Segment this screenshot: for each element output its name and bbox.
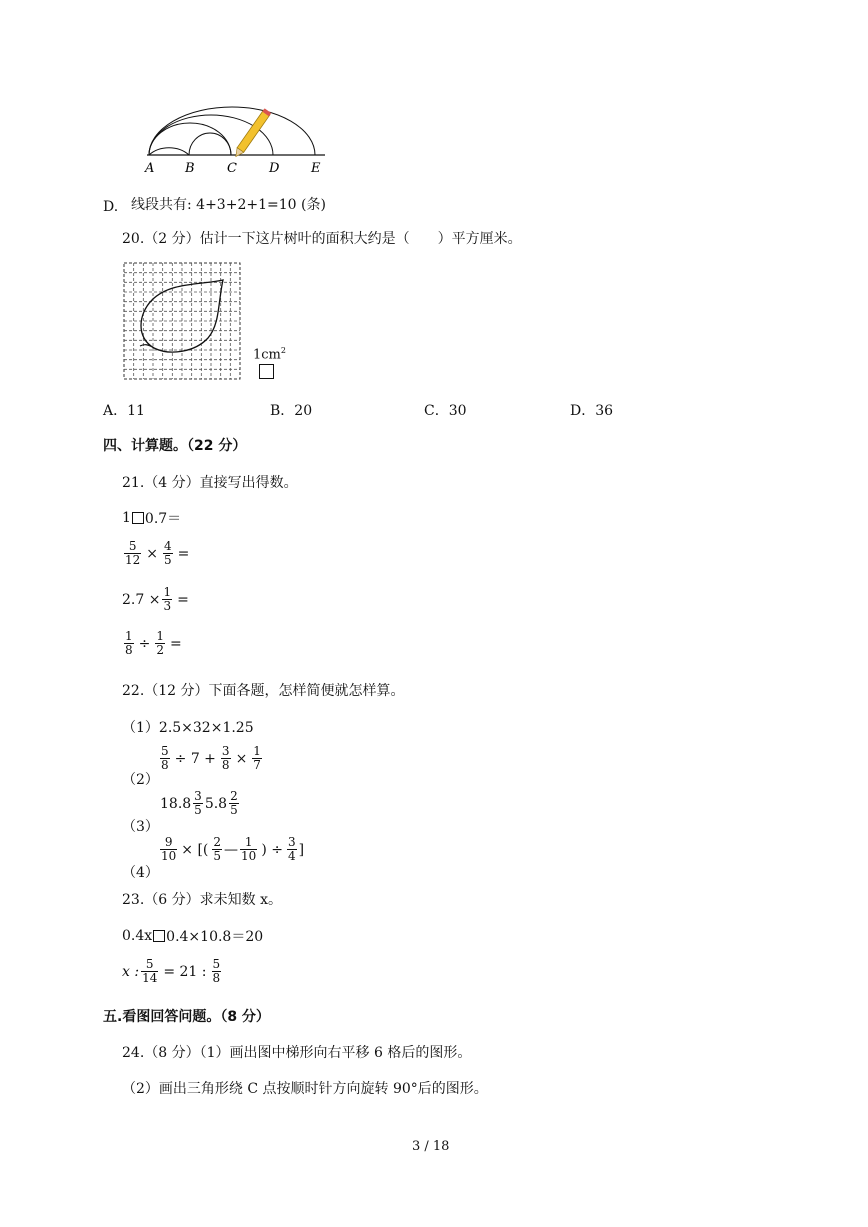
q20-option-c: C．30	[424, 403, 467, 419]
fraction: $\frac{3}{5}$	[194, 789, 202, 817]
q22-part-2-expr: $\frac{5}{8}$ ÷ 7 + $\frac{3}{8}$ × $\frac{1}{7}$	[161, 744, 261, 772]
q22-part-2-label: （2）	[122, 772, 159, 788]
fraction: $\frac{1}{3}$	[163, 585, 172, 613]
section-4-title: 四、计算题。（22 分）	[103, 438, 247, 454]
fraction: $\frac{1}{7}$	[253, 744, 261, 772]
q22-part-1: （1）2.5×32×1.25	[122, 720, 254, 736]
fraction: $\frac{5}{12}$	[125, 539, 141, 567]
missing-glyph-box	[153, 930, 165, 942]
q22-part-3-expr: 18.8 $\frac{3}{5}$ 5.8 $\frac{2}{5}$	[160, 789, 238, 817]
q20-option-a: A．11	[103, 403, 145, 419]
q20-option-d: D．36	[570, 403, 614, 419]
segment-arcs-figure	[135, 100, 335, 180]
unit-label: $1cm^2$	[253, 346, 286, 363]
q24-stem-2: （2）画出三角形绕 C 点按顺时针方向旋转 90°后的图形。	[122, 1081, 488, 1097]
fraction: $\frac{9}{10}$	[161, 835, 177, 863]
pencil-icon	[233, 108, 272, 158]
q23-stem: 23.（6 分）求未知数 x。	[122, 892, 282, 908]
page-number: 3 / 18	[412, 1139, 450, 1154]
leaf-grid-figure	[120, 260, 245, 382]
q21-item-4: $\frac{1}{8}$ ÷ $\frac{1}{2}$ =	[125, 629, 182, 657]
point-b-label: B	[185, 161, 195, 176]
section-5-title: 五.看图回答问题。（8 分）	[103, 1009, 270, 1025]
q21-stem: 21.（4 分）直接写出得数。	[122, 475, 298, 491]
q22-part-4-label: （4）	[122, 865, 159, 881]
q21-item-1: 1 0.7＝	[122, 510, 182, 527]
q20-stem: 20.（2 分）估计一下这片树叶的面积大约是（ ）平方厘米。	[122, 231, 522, 247]
fraction: $\frac{1}{8}$	[125, 629, 133, 657]
fraction: $\frac{3}{8}$	[221, 744, 230, 772]
q22-part-3-label: （3）	[122, 819, 159, 835]
q24-stem-1: 24.（8 分）（1）画出图中梯形向右平移 6 格后的图形。	[122, 1045, 472, 1061]
arc-ab	[149, 148, 189, 155]
unit-square-icon	[259, 364, 274, 379]
q22-stem: 22.（12 分）下面各题，怎样简便就怎样算。	[122, 683, 405, 699]
fraction: $\frac{5}{8}$	[161, 744, 169, 772]
point-d-label: D	[269, 161, 280, 176]
q23-equation-2: x : $\frac{5}{14}$ = 21 : $\frac{5}{8}$	[122, 957, 221, 985]
arc-bc	[189, 133, 231, 155]
point-e-label: E	[311, 161, 321, 176]
q21-item-3: 2.7 × $\frac{1}{3}$ =	[122, 585, 189, 613]
q22-part-4-expr: $\frac{9}{10}$ × [( $\frac{2}{5}$ — $\frac{1}{10}$ ) ÷ $\frac{3}{4}$ ]	[161, 835, 305, 863]
q21-item-2: $\frac{5}{12}$ × $\frac{4}{5}$ =	[125, 539, 190, 567]
q23-equation-1: 0.4x 0.4×10.8＝20	[122, 928, 264, 945]
q19-option-d-text: 线段共有: 4+3+2+1=10 (条)	[131, 197, 326, 213]
q19-option-d-letter: D.	[103, 199, 119, 215]
q20-option-b: B．20	[270, 403, 313, 419]
missing-glyph-box	[132, 512, 144, 524]
arc-ac	[149, 123, 231, 155]
fraction: $\frac{5}{14}$	[142, 957, 158, 985]
fraction: $\frac{3}{4}$	[287, 835, 296, 863]
leaf-stem	[140, 345, 154, 348]
point-a-label: A	[145, 161, 155, 176]
fraction: $\frac{1}{10}$	[241, 835, 257, 863]
fraction: $\frac{5}{8}$	[212, 957, 221, 985]
fraction: $\frac{4}{5}$	[164, 539, 172, 567]
fraction: $\frac{1}{2}$	[156, 629, 165, 657]
fraction: $\frac{2}{5}$	[230, 789, 238, 817]
fraction: $\frac{2}{5}$	[213, 835, 222, 863]
point-c-label: C	[227, 161, 237, 176]
